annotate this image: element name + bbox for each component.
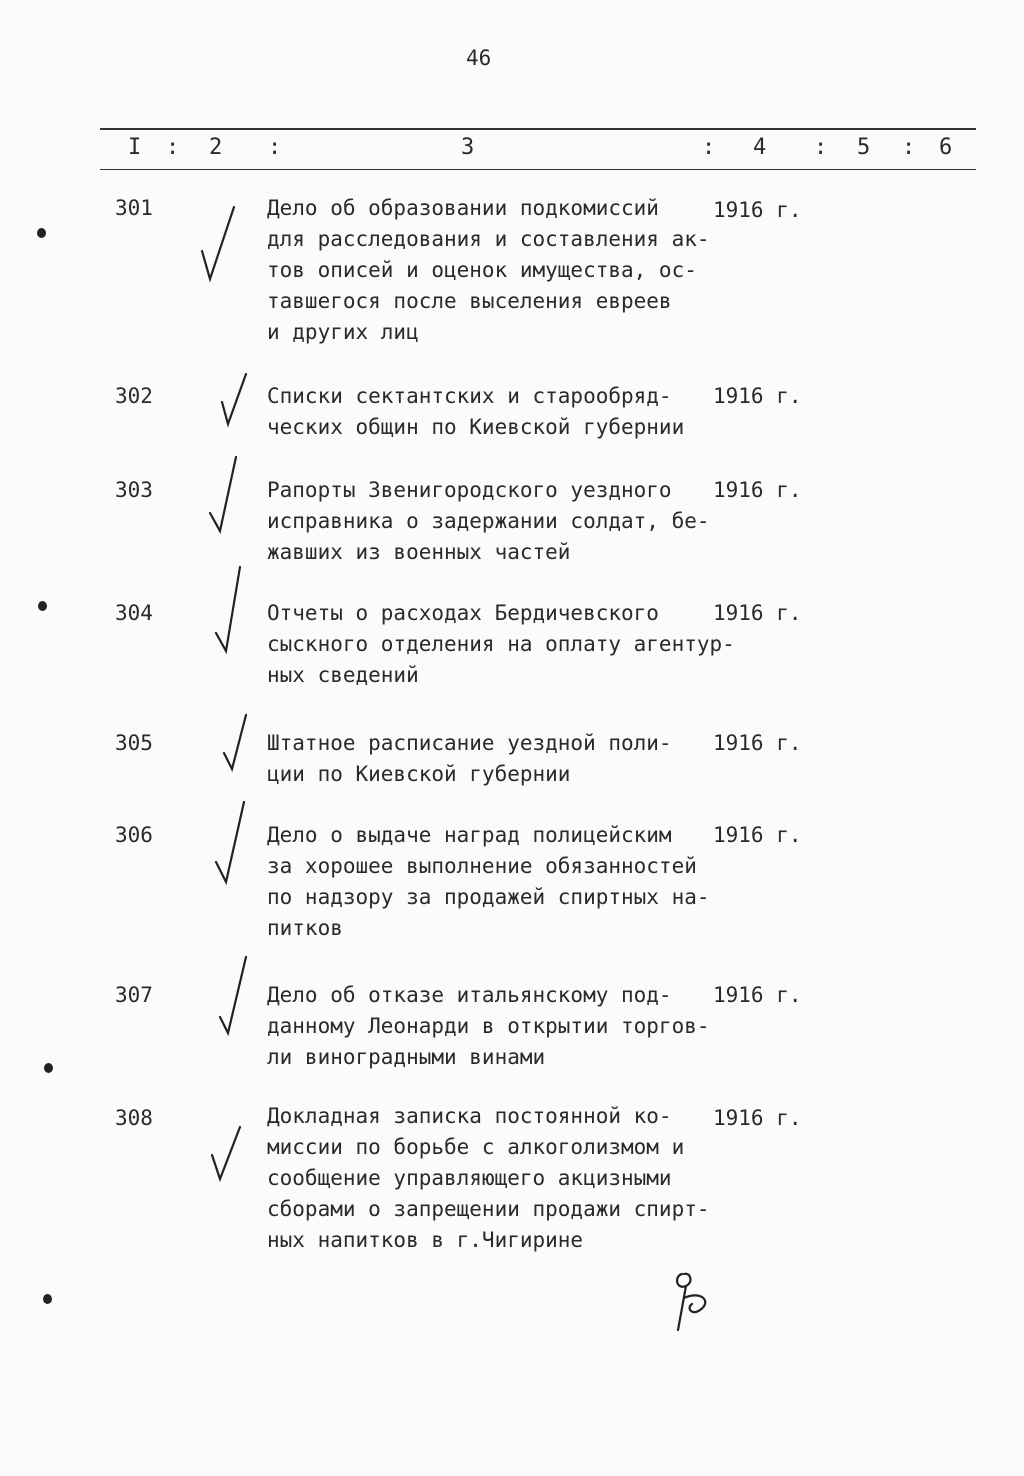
record-description: Дело об образовании подкомиссий для расследования и составления ак- тов описей и оценок имущества, ос- тавшегося после выселения евреев и других лиц	[267, 196, 710, 344]
column-separator: :	[268, 135, 282, 160]
record-number: 304	[115, 601, 153, 625]
record-description: Дело о выдаче наград полицейским за хорошее выполнение обязанностей по надзору за продажей спиртных на- питков	[267, 823, 710, 940]
record-description: Рапорты Звенигородского уездного исправника о задержании солдат, бе- жавших из военных частей	[267, 478, 710, 564]
record-description: Докладная записка постоянной ко- миссии по борьбе с алкоголизмом и сообщение управляющего акцизными сборами о запрещении продажи спирт- ных напитков в г.Чигирине	[267, 1104, 710, 1252]
record-number: 306	[115, 823, 153, 847]
record-year: 1916 г.	[713, 823, 802, 847]
check-mark-icon	[200, 203, 240, 283]
record-year: 1916 г.	[713, 478, 802, 502]
record-number: 302	[115, 384, 153, 408]
column-header-1: I	[128, 135, 142, 160]
record-description: Штатное расписание уездной поли- ции по Киевской губернии	[267, 731, 672, 786]
punch-hole-icon	[43, 1294, 52, 1304]
column-header-4: 4	[753, 135, 767, 160]
column-separator: :	[702, 135, 716, 160]
record-description: Списки сектантских и старообряд- ческих общин по Киевской губернии	[267, 384, 685, 439]
record-description: Дело об отказе итальянскому под- данному Леонарди в открытии торгов- ли виноградными винами	[267, 983, 710, 1069]
record-number: 308	[115, 1106, 153, 1130]
record-number: 301	[115, 196, 153, 220]
check-mark-icon	[220, 372, 250, 427]
column-separator: :	[166, 135, 180, 160]
record-number: 303	[115, 478, 153, 502]
check-mark-icon	[208, 455, 242, 535]
header-rule-bottom	[100, 169, 976, 170]
punch-hole-icon	[37, 228, 46, 238]
check-mark-icon	[218, 955, 250, 1037]
record-year: 1916 г.	[713, 1106, 802, 1130]
check-mark-icon	[214, 800, 248, 885]
record-year: 1916 г.	[713, 731, 802, 755]
record-year: 1916 г.	[713, 601, 802, 625]
column-header-3: 3	[461, 135, 475, 160]
record-year: 1916 г.	[713, 983, 802, 1007]
check-mark-icon	[210, 1125, 244, 1183]
record-number: 307	[115, 983, 153, 1007]
punch-hole-icon	[38, 601, 47, 611]
record-number: 305	[115, 731, 153, 755]
header-rule-top	[100, 128, 976, 130]
handwritten-mark-icon	[672, 1268, 716, 1338]
column-header-5: 5	[857, 135, 871, 160]
record-year: 1916 г.	[713, 384, 802, 408]
column-header-6: 6	[939, 135, 953, 160]
punch-hole-icon	[44, 1063, 53, 1073]
column-separator: :	[814, 135, 828, 160]
page-number: 46	[466, 46, 492, 70]
column-header-2: 2	[209, 135, 223, 160]
record-year: 1916 г.	[713, 198, 802, 222]
column-separator: :	[902, 135, 916, 160]
check-mark-icon	[222, 713, 250, 773]
check-mark-icon	[214, 565, 244, 655]
record-description: Отчеты о расходах Бердичевского сыскного отделения на оплату агентур- ных сведений	[267, 601, 735, 687]
